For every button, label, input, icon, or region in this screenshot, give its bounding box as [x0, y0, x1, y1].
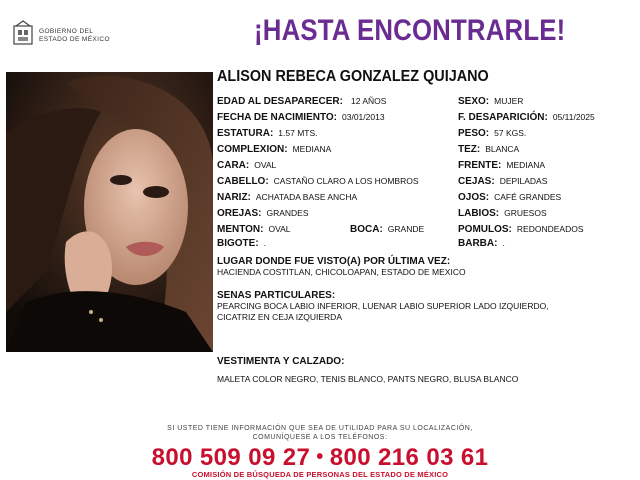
field-label: SEXO:	[458, 96, 490, 107]
field-label: FECHA DE NACIMIENTO:	[217, 112, 337, 123]
field-value: REDONDEADOS	[516, 224, 584, 234]
field-label: LABIOS:	[458, 208, 500, 219]
field-label: TEZ:	[458, 144, 481, 155]
field-edad-value-wrap	[351, 96, 386, 107]
field-cejas	[458, 176, 547, 187]
field-bigote	[217, 238, 266, 249]
field-value: DEPILADAS	[499, 176, 548, 186]
field-value: CAFÉ GRANDES	[494, 192, 562, 202]
field-frente	[458, 160, 545, 171]
clothing-text: MALETA COLOR NEGRO, TENIS BLANCO, PANTS NEGRO, BLUSA BLANCO	[217, 374, 519, 384]
commission-name: COMISIÓN DE BÚSQUEDA DE PERSONAS DEL ESTADO DE MÉXICO	[191, 470, 449, 479]
field-label: MENTON:	[217, 224, 264, 235]
headline: ¡HASTA ENCONTRARLE!	[254, 14, 566, 47]
field-label: POMULOS:	[458, 224, 512, 235]
field-value: 57 KGS.	[494, 128, 527, 138]
field-value: OVAL	[268, 224, 291, 234]
field-value: BLANCA	[485, 144, 520, 154]
field-label: EDAD AL DESAPARECER:	[217, 96, 343, 107]
phone-numbers	[0, 444, 640, 472]
field-label: BIGOTE:	[217, 238, 259, 249]
field-orejas	[217, 208, 309, 219]
government-logo	[12, 18, 122, 52]
field-value: ACHATADA BASE ANCHA	[255, 192, 358, 202]
portrait-image	[6, 72, 213, 352]
field-label: FRENTE:	[458, 160, 502, 171]
marks-title: SENAS PARTICULARES:	[217, 290, 336, 301]
field-boca	[350, 224, 424, 235]
field-tez	[458, 144, 519, 155]
field-value: GRUESOS	[504, 208, 547, 218]
field-value: CASTAÑO CLARO A LOS HOMBROS	[273, 176, 419, 186]
field-menton	[217, 224, 291, 235]
field-complexion	[217, 144, 331, 155]
field-value: .	[502, 238, 505, 248]
field-f-desaparicion	[458, 112, 595, 123]
field-cabello	[217, 176, 419, 187]
field-value: MUJER	[494, 96, 524, 106]
phone-number-2[interactable]: 800 216 03 61	[329, 444, 489, 471]
field-value: 12 AÑOS	[351, 96, 387, 106]
field-edad	[217, 96, 343, 107]
phone-separator: •	[316, 446, 324, 468]
missing-person-name: ALISON REBECA GONZALEZ QUIJANO	[217, 68, 489, 85]
phone-number-1[interactable]: 800 509 09 27	[151, 444, 311, 471]
marks-line-2: CICATRIZ EN CEJA IZQUIERDA	[217, 312, 342, 322]
field-value: MEDIANA	[506, 160, 546, 170]
info-line-1: SI USTED TIENE INFORMACIÓN QUE SEA DE UTILIDAD PARA SU LOCALIZACIÓN,	[167, 425, 473, 432]
field-barba	[458, 238, 505, 249]
field-value: 1.57 MTS.	[278, 128, 318, 138]
field-label: OREJAS:	[217, 208, 262, 219]
state-seal-icon	[12, 20, 34, 46]
marks-line-1: PEARCING BOCA LABIO INFERIOR, LUENAR LABIO SUPERIOR LADO IZQUIERDO,	[217, 301, 549, 311]
field-value: GRANDES	[266, 208, 309, 218]
last-seen-title: LUGAR DONDE FUE VISTO(A) POR ÚLTIMA VEZ:	[217, 256, 451, 267]
field-value: 05/11/2025	[552, 112, 595, 122]
field-pomulos	[458, 224, 583, 235]
field-label: NARIZ:	[217, 192, 251, 203]
field-sexo	[458, 96, 523, 107]
field-label: BOCA:	[350, 224, 383, 235]
field-estatura	[217, 128, 318, 139]
field-label: PESO:	[458, 128, 490, 139]
field-value: MEDIANA	[292, 144, 332, 154]
field-value: OVAL	[254, 160, 277, 170]
field-ojos	[458, 192, 561, 203]
field-value: GRANDE	[387, 224, 425, 234]
field-value: 03/01/2013	[342, 112, 385, 122]
field-label: COMPLEXION:	[217, 144, 288, 155]
field-value: .	[263, 238, 267, 248]
field-nariz	[217, 192, 357, 203]
field-label: ESTATURA:	[217, 128, 274, 139]
logo-line-1: GOBIERNO DEL	[39, 28, 94, 35]
field-label: CARA:	[217, 160, 250, 171]
field-peso	[458, 128, 526, 139]
field-cara	[217, 160, 276, 171]
logo-line-2: ESTADO DE MÉXICO	[39, 36, 110, 43]
clothing-title: VESTIMENTA Y CALZADO:	[217, 356, 345, 367]
field-label: CEJAS:	[458, 176, 495, 187]
field-labios	[458, 208, 547, 219]
info-line-2: COMUNÍQUESE A LOS TELÉFONOS:	[252, 434, 388, 441]
field-label: F. DESAPARICIÓN:	[458, 112, 548, 123]
field-label: OJOS:	[458, 192, 490, 203]
field-label: BARBA:	[458, 238, 498, 249]
field-label: CABELLO:	[217, 176, 269, 187]
last-seen-text: HACIENDA COSTITLAN, CHICOLOAPAN, ESTADO DE MEXICO	[217, 267, 466, 277]
field-fecha-nacimiento	[217, 112, 385, 123]
missing-person-photo	[6, 72, 213, 352]
